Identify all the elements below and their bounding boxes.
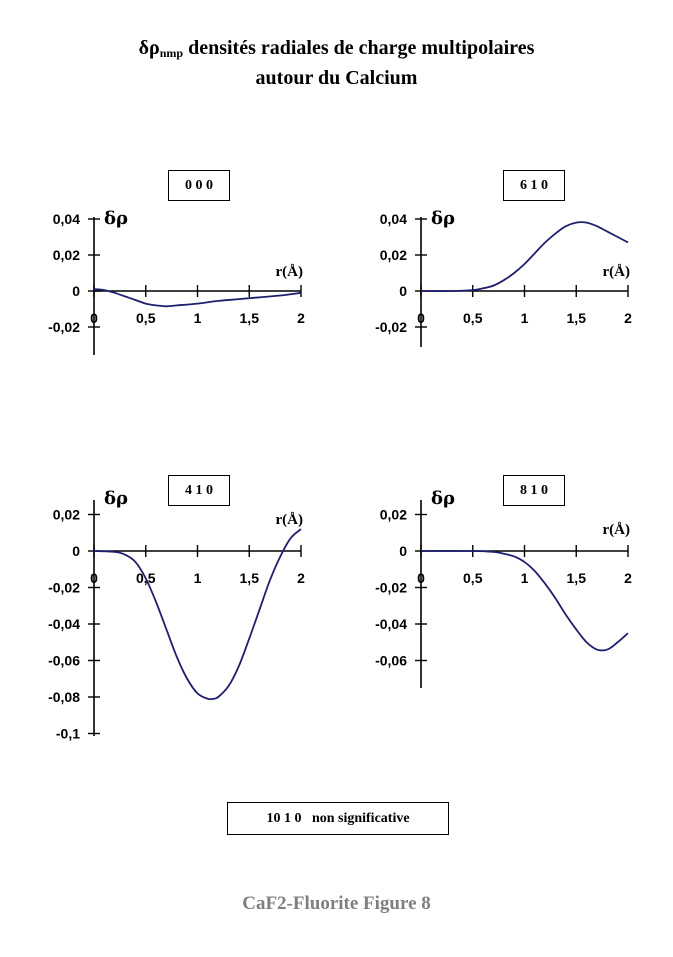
chart-label-box: 6 1 0 (503, 170, 565, 201)
x-tick-label: 1,5 (239, 310, 259, 326)
x-axis-label: r(Å) (275, 264, 303, 280)
x-tick-label: 1,5 (566, 310, 586, 326)
title-symbol: δρ (138, 37, 160, 59)
y-axis-label: δρ (104, 488, 128, 509)
x-tick-label: 2 (624, 570, 632, 586)
y-tick-label: -0,1 (55, 725, 80, 742)
x-tick-label: 0,5 (463, 310, 483, 326)
title-line-2: autour du Calcium (255, 67, 418, 89)
y-tick-label: 0 (72, 543, 80, 559)
x-tick-label: 2 (624, 310, 632, 326)
x-tick-label: 1,5 (239, 570, 259, 586)
chart-label-box: 0 0 0 (168, 170, 230, 201)
figure-caption: CaF2-Fluorite Figure 8 (242, 893, 431, 914)
y-tick-label: 0,02 (379, 506, 407, 523)
y-tick-label: 0 (72, 283, 80, 299)
x-tick-label: 0 (417, 310, 425, 326)
x-axis-label: r(Å) (602, 264, 630, 280)
title-text: densités radiales de charge multipolaires (183, 37, 535, 59)
y-tick-label: -0,04 (48, 616, 80, 632)
y-tick-label: 0,04 (52, 211, 80, 227)
y-tick-label: -0,02 (375, 319, 407, 335)
x-tick-label: 1 (193, 310, 202, 326)
x-tick-label: 1 (193, 570, 202, 586)
x-axis-label: r(Å) (275, 512, 303, 528)
chart-label-box: 8 1 0 (503, 475, 565, 506)
y-axis-label: δρ (431, 208, 455, 229)
y-tick-label: -0,06 (375, 652, 407, 669)
y-tick-label: 0,02 (52, 506, 80, 523)
y-tick-label: -0,06 (48, 652, 80, 669)
note-box: 10 1 0 non significative (227, 802, 449, 835)
x-tick-label: 0,5 (136, 570, 156, 586)
x-tick-label: 1,5 (566, 570, 586, 586)
series-line (421, 551, 628, 651)
series-line (421, 222, 628, 291)
x-tick-label: 2 (297, 310, 305, 326)
x-tick-label: 0 (90, 570, 98, 586)
y-axis-label: δρ (431, 488, 455, 509)
x-tick-label: 1 (520, 570, 529, 586)
y-tick-label: 0 (399, 283, 407, 299)
chart-label-box: 4 1 0 (168, 475, 230, 506)
y-tick-label: -0,02 (48, 579, 80, 596)
x-tick-label: 0 (90, 310, 98, 326)
y-tick-label: 0,04 (379, 211, 407, 227)
x-axis-label: r(Å) (602, 522, 630, 538)
y-tick-label: 0,02 (379, 247, 407, 263)
x-tick-label: 0,5 (136, 310, 156, 326)
y-tick-label: -0,04 (375, 616, 407, 632)
y-tick-label: -0,02 (375, 579, 407, 596)
x-tick-label: 1 (520, 310, 529, 326)
x-tick-label: 0 (417, 570, 425, 586)
y-tick-label: 0,02 (52, 247, 80, 263)
y-axis-label: δρ (104, 208, 128, 229)
title-subscript: nmp (159, 46, 184, 60)
x-tick-label: 2 (297, 570, 305, 586)
y-tick-label: -0,02 (48, 319, 80, 335)
y-tick-label: 0 (399, 543, 407, 559)
x-tick-label: 0,5 (463, 570, 483, 586)
y-tick-label: -0,08 (48, 689, 80, 705)
